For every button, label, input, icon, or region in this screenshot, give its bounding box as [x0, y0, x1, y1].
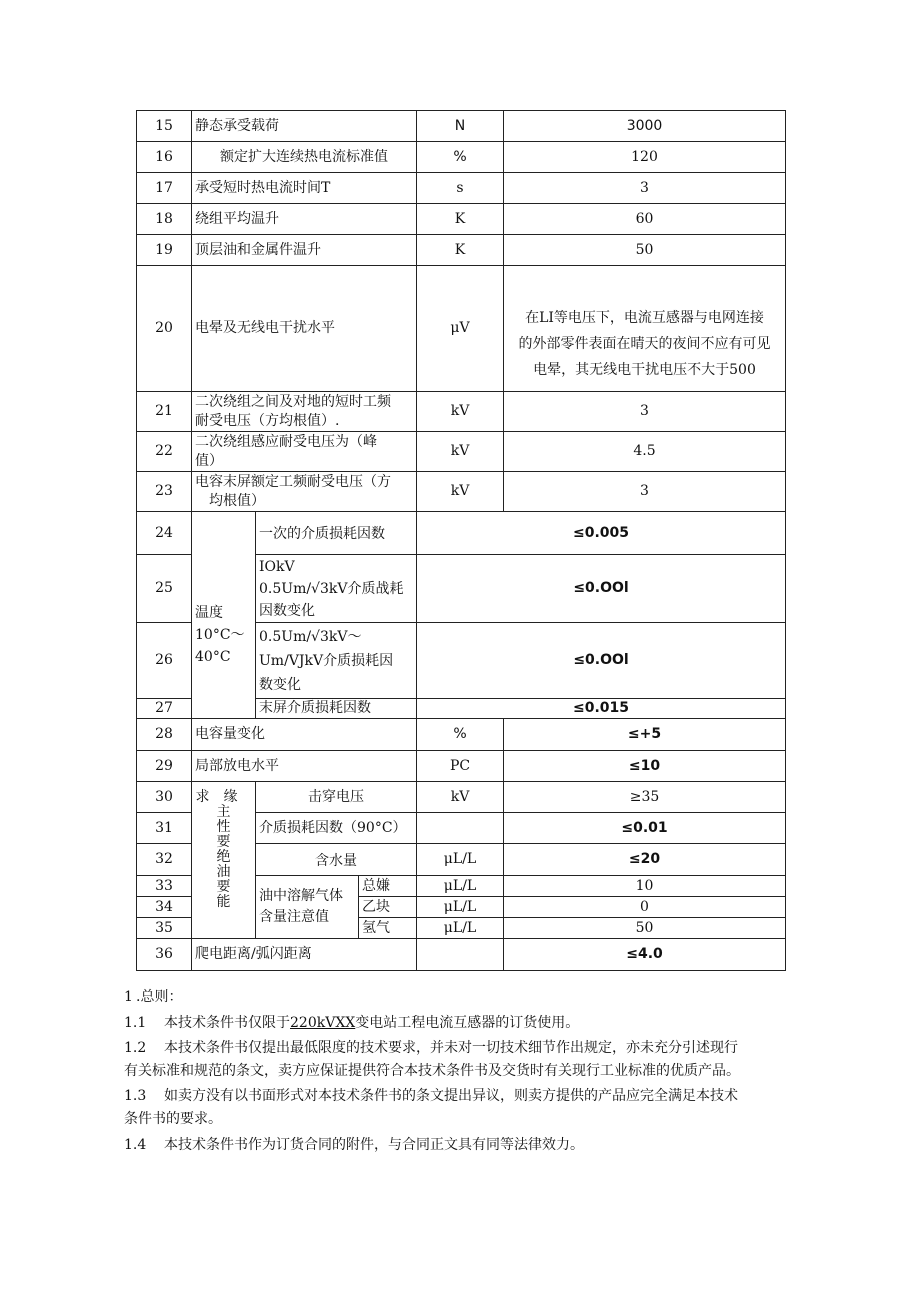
dissolved-gas-group [256, 876, 359, 939]
row-number: 27 [137, 699, 192, 719]
clause-text: 如卖方没有以书面形式对本技术条件书的条文提出异议，则卖方提供的产品应完全满足本技术 [164, 1088, 738, 1104]
group-label: 油 [216, 864, 231, 880]
section-heading [124, 986, 804, 1009]
unit: kV [417, 392, 504, 432]
unit: PC [417, 751, 504, 782]
row-number: 34 [137, 897, 192, 918]
value: ≤0.OOl [417, 555, 786, 623]
clause-number: 1.3 [124, 1088, 147, 1104]
value: ≤0.005 [417, 512, 786, 555]
sub-item: 介质损耗因数（90°C） [256, 813, 417, 844]
group-label: 要 [216, 834, 231, 850]
row-number: 36 [137, 939, 192, 971]
value-cell [504, 266, 786, 392]
gas-name: 氢气 [359, 918, 417, 939]
table-row [137, 472, 786, 512]
item-name: 承受短时热电流时间T [192, 173, 417, 204]
row-number: 15 [137, 111, 192, 142]
group-label: 10°C～ [195, 627, 245, 643]
unit: % [417, 719, 504, 751]
unit: μL/L [417, 897, 504, 918]
unit: kV [417, 432, 504, 472]
sub-line: 0.5Um/√3kV介质战耗 [259, 580, 404, 597]
value-line: 在LI等电压下，电流互感器与电网连接 [525, 309, 764, 326]
value: ≤+5 [504, 719, 786, 751]
unit: kV [417, 782, 504, 813]
value: 0 [504, 897, 786, 918]
value: 4.5 [504, 432, 786, 472]
clause-text: 本技术条件书仅限于 [164, 1015, 290, 1031]
item-line: 值） [195, 452, 223, 469]
row-number: 30 [137, 782, 192, 813]
unit: % [417, 142, 504, 173]
item-name: 电容量变化 [192, 719, 417, 751]
group-label: 主 [216, 804, 231, 820]
unit: μL/L [417, 844, 504, 876]
value: 60 [504, 204, 786, 235]
table-row [137, 432, 786, 472]
gas-name: 总嫌 [359, 876, 417, 897]
item-name [192, 432, 417, 472]
group-label: 绝 [216, 849, 231, 865]
unit: kV [417, 472, 504, 512]
row-number: 20 [137, 266, 192, 392]
row-number: 23 [137, 472, 192, 512]
group-label: 性 [216, 819, 231, 835]
table-row [137, 782, 786, 813]
sub-item: 击穿电压 [256, 782, 417, 813]
item-name [192, 472, 417, 512]
row-number: 18 [137, 204, 192, 235]
value: 50 [504, 918, 786, 939]
row-number: 22 [137, 432, 192, 472]
value: ≤0.01 [504, 813, 786, 844]
sub-line: 数变化 [259, 676, 301, 693]
value: 3 [504, 173, 786, 204]
row-number: 17 [137, 173, 192, 204]
table-row [137, 392, 786, 432]
unit [417, 813, 504, 844]
sub-item: 一次的介质损耗因数 [256, 512, 417, 555]
table-row [137, 142, 786, 173]
table-row [137, 204, 786, 235]
item-name: 静态承受载荷 [192, 111, 417, 142]
clause-1-3 [124, 1085, 804, 1131]
table-row [137, 266, 786, 392]
value: 10 [504, 876, 786, 897]
clause-number: 1.2 [124, 1040, 147, 1056]
group-label: 要 [216, 879, 231, 895]
item-name [192, 392, 417, 432]
value-line: 电晕，其无线电干扰电压不大于500 [533, 361, 756, 378]
unit: K [417, 235, 504, 266]
row-number: 25 [137, 555, 192, 623]
value: 50 [504, 235, 786, 266]
unit: μL/L [417, 876, 504, 897]
section-number: 1 [124, 989, 133, 1005]
clause-1-1 [124, 1012, 804, 1035]
item-name: 顶层油和金属件温升 [192, 235, 417, 266]
row-number: 33 [137, 876, 192, 897]
table-row [137, 235, 786, 266]
row-number: 24 [137, 512, 192, 555]
insulating-oil-group [192, 782, 256, 939]
item-name: 局部放电水平 [192, 751, 417, 782]
value: ≤0.OOl [417, 623, 786, 699]
value: ≤10 [504, 751, 786, 782]
table-row [137, 111, 786, 142]
sub-line: 0.5Um/√3kV～ [259, 628, 362, 645]
item-name: 额定扩大连续热电流标准值 [192, 142, 417, 173]
sub-line: Um/VJkV介质损耗因 [259, 652, 394, 669]
clause-text: 本技术条件书仅提出最低限度的技术要求，并未对一切技术细节作出规定，亦未充分引述现行 [164, 1040, 738, 1056]
clause-number: 1.1 [124, 1015, 147, 1031]
temperature-group [192, 512, 256, 719]
table-row [137, 751, 786, 782]
unit: N [417, 111, 504, 142]
item-name: 电晕及无线电干扰水平 [192, 266, 417, 392]
clause-text: 条件书的要求。 [124, 1111, 222, 1127]
row-number: 16 [137, 142, 192, 173]
item-line: 电容末屏额定工频耐受电压（方 [195, 473, 391, 490]
sub-item: 末屏介质损耗因数 [256, 699, 417, 719]
sub-item [256, 623, 417, 699]
item-line: 耐受电压（方均根值）. [195, 412, 340, 429]
spec-table [136, 110, 786, 971]
group-label: 求缘 [195, 789, 252, 805]
unit: μV [417, 266, 504, 392]
item-line: 二次绕组感应耐受电压为（峰 [195, 433, 377, 450]
group-label: 油中溶解气体 [259, 888, 343, 904]
clause-text: 变电站工程电流互感器的订货使用。 [355, 1015, 580, 1031]
row-number: 26 [137, 623, 192, 699]
value: ≤4.0 [504, 939, 786, 971]
unit [417, 939, 504, 971]
value: ≤0.015 [417, 699, 786, 719]
group-label: 温度 [195, 605, 223, 621]
clause-1-4 [124, 1134, 804, 1157]
clause-text: 有关标准和规范的条文，卖方应保证提供符合本技术条件书及交货时有关现行工业标准的优质产品。 [124, 1063, 740, 1079]
table-row [137, 939, 786, 971]
section-title: .总则： [136, 989, 183, 1005]
row-number: 29 [137, 751, 192, 782]
item-line: 均根值） [209, 492, 265, 509]
row-number: 19 [137, 235, 192, 266]
unit: K [417, 204, 504, 235]
group-label: 含量注意值 [259, 909, 329, 925]
gas-name: 乙块 [359, 897, 417, 918]
value: 120 [504, 142, 786, 173]
group-label: 40°C [195, 649, 231, 665]
table-row [137, 173, 786, 204]
unit: s [417, 173, 504, 204]
item-name: 绕组平均温升 [192, 204, 417, 235]
row-number: 21 [137, 392, 192, 432]
row-number: 35 [137, 918, 192, 939]
clause-text: 本技术条件书作为订货合同的附件，与合同正文具有同等法律效力。 [164, 1137, 584, 1153]
value: 3000 [504, 111, 786, 142]
row-number: 32 [137, 844, 192, 876]
row-number: 31 [137, 813, 192, 844]
sub-line: 因数变化 [259, 602, 315, 619]
clause-1-2 [124, 1037, 804, 1083]
sub-line: IOkV [259, 558, 295, 575]
group-label: 能 [216, 894, 231, 910]
value-text [507, 275, 782, 383]
value: 3 [504, 392, 786, 432]
value: ≤20 [504, 844, 786, 876]
item-name: 爬电距离/弧闪距离 [192, 939, 417, 971]
value: 3 [504, 472, 786, 512]
clause-number: 1.4 [124, 1137, 147, 1153]
sub-item: 含水量 [256, 844, 417, 876]
table-row [137, 719, 786, 751]
row-number: 28 [137, 719, 192, 751]
underlined-text: 220kVXX [290, 1015, 356, 1031]
value: ≥35 [504, 782, 786, 813]
unit: μL/L [417, 918, 504, 939]
value-line: 的外部零件表面在晴天的夜间不应有可见 [518, 335, 771, 352]
sub-item [256, 555, 417, 623]
item-line: 二次绕组之间及对地的短时工频 [195, 393, 391, 410]
table-row [137, 512, 786, 555]
